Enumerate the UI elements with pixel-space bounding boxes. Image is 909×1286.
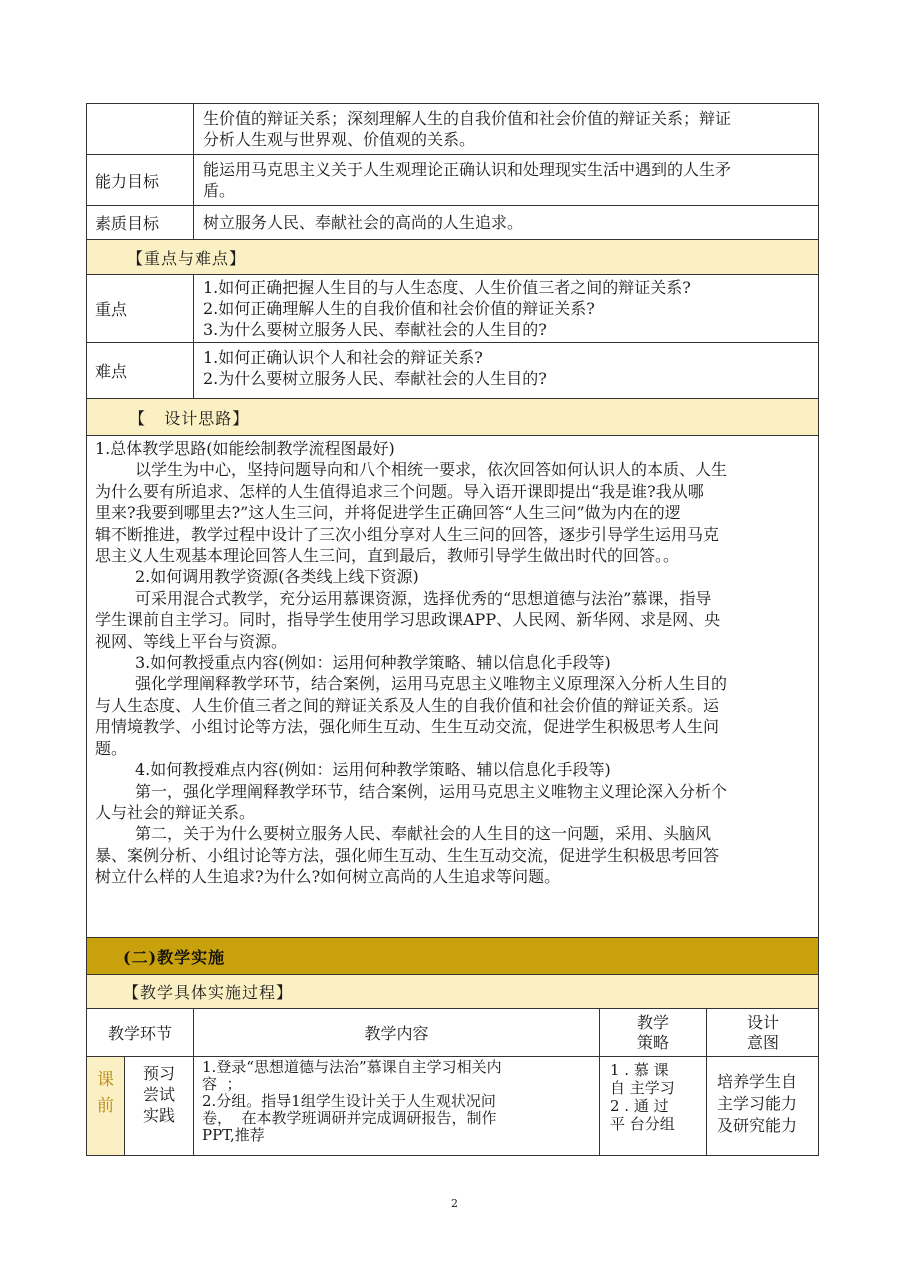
text-line: 生价值的辩证关系；深刻理解人生的自我价值和社会价值的辩证关系；辩证 <box>203 109 732 128</box>
text-line: 自 主学习 <box>610 1079 675 1097</box>
text-line: 实践 <box>142 1106 175 1125</box>
design-text <box>87 436 818 888</box>
text-line: 与人生态度、人生价值三者之间的辩证关系及人生的自我价值和社会价值的辩证关系。运 <box>95 695 720 715</box>
knowledge-goal-content <box>195 104 818 154</box>
text-line: 以学生为中心，坚持问题导向和八个相统一要求，依次回答如何认识人的本质、人生 <box>135 460 728 480</box>
text-line: 树立什么样的人生追求?为什么?如何树立高尚的人生追求等问题。 <box>95 867 561 887</box>
table-header-row <box>86 1008 819 1057</box>
text-line: 分析人生观与世界观、价值观的关系。 <box>203 130 476 149</box>
quality-goal-content: 树立服务人民、奉献社会的高尚的人生追求。 <box>203 213 524 232</box>
text-line: 思主义人生观基本理论回答人生三问，直到最后，教师引导学生做出时代的回答。。 <box>95 546 680 566</box>
strategy-cell <box>600 1057 707 1155</box>
difficulty-label: 难点 <box>87 343 194 398</box>
process-heading: 【教学具体实施过程】 <box>123 983 294 1002</box>
ability-goal-content <box>195 155 818 205</box>
ability-goal-label: 能力目标 <box>87 155 194 205</box>
text-line: 4.如何教授难点内容(例如：运用何种教学策略、辅以信息化手段等) <box>135 760 611 780</box>
text-line: 及研究能力 <box>717 1116 798 1135</box>
key-points-label: 重点 <box>87 275 194 342</box>
stage-label <box>87 1057 125 1155</box>
text-line: 设计 <box>746 1013 779 1032</box>
page-number: 2 <box>451 1197 458 1210</box>
document-table <box>86 103 821 1156</box>
text-line: 学生课前自主学习。同时，指导学生使用学习思政课APP、人民网、新华网、求是网、央 <box>95 610 721 630</box>
table-row <box>86 1056 819 1156</box>
knowledge-goal-row <box>86 103 819 155</box>
text-line: 视网、等线上平台与资源。 <box>95 631 288 651</box>
text-line: 2.分组。指导1组学生设计关于人生观状况问 <box>202 1092 496 1110</box>
key-points-content <box>195 275 818 342</box>
process-header <box>86 974 819 1009</box>
col-intent <box>707 1009 819 1056</box>
design-header <box>86 398 819 436</box>
difficulty-content <box>195 343 818 398</box>
text-line: 培养学生自 <box>717 1072 798 1091</box>
text-line: 第二，关于为什么要树立服务人民、奉献社会的人生目的这一问题，采用、头脑风 <box>135 824 712 844</box>
text-line: 辑不断推进，教学过程中设计了三次小组分享对人生三问的回答，逐步引导学生运用马克 <box>95 524 720 544</box>
intent-cell <box>707 1057 819 1155</box>
section-header <box>86 937 819 975</box>
text-line: 强化学理阐释教学环节，结合案例，运用马克思主义唯物主义原理深入分析人生目的 <box>135 674 728 694</box>
text-line: 前 <box>97 1096 114 1116</box>
key-points-row <box>86 274 819 343</box>
design-body <box>86 435 819 938</box>
text-line: 1.如何正确认识个人和社会的辩证关系? <box>203 348 483 367</box>
text-line: PPT,推荐 <box>202 1126 265 1144</box>
text-line: 2 . 通 过 <box>610 1097 669 1115</box>
text-line: 3.为什么要树立服务人民、奉献社会的人生目的? <box>203 320 547 339</box>
text-line: 策略 <box>636 1033 669 1052</box>
text-line: 主学习能力 <box>717 1094 798 1113</box>
text-line: 1 . 慕 课 <box>610 1061 669 1079</box>
text-line: 1.总体教学思路(如能绘制教学流程图最好) <box>95 439 395 458</box>
content-cell <box>194 1057 600 1155</box>
section-title: (二)教学实施 <box>123 947 226 967</box>
col-strategy <box>600 1009 707 1056</box>
difficulty-row <box>86 342 819 399</box>
text-line: 3.如何教授重点内容(例如：运用何种教学策略、辅以信息化手段等) <box>135 653 611 673</box>
text-line: 卷， 在本教学班调研并完成调研报告，制作 <box>202 1109 497 1127</box>
text-line: 2.如何正确理解人生的自我价值和社会价值的辩证关系? <box>203 299 595 318</box>
text-line: 尝试 <box>142 1085 175 1104</box>
stage-sub-label <box>125 1057 194 1155</box>
design-heading: 【 设计思路】 <box>129 408 250 428</box>
text-line: 盾。 <box>203 181 236 200</box>
text-line: 2.为什么要树立服务人民、奉献社会的人生目的? <box>203 369 547 388</box>
text-line: 平 台分组 <box>610 1115 675 1133</box>
quality-goal-label: 素质目标 <box>87 206 194 239</box>
knowledge-goal-label <box>87 104 194 154</box>
col-stage: 教学环节 <box>87 1009 194 1056</box>
text-line: 里来?我要到哪里去?”这人生三问，并将促进学生正确回答“人生三问”做为内在的逻 <box>95 503 681 523</box>
text-line: 意图 <box>746 1033 779 1052</box>
text-line: 用情境教学、小组讨论等方法，强化师生互动、生生互动交流，促进学生积极思考人生问 <box>95 717 720 737</box>
text-line: 1.如何正确把握人生目的与人生态度、人生价值三者之间的辩证关系? <box>203 278 691 297</box>
quality-goal-row <box>86 205 819 240</box>
ability-goal-row <box>86 154 819 206</box>
text-line: 课 <box>97 1070 114 1090</box>
text-line: 容 ； <box>202 1075 242 1093</box>
text-line: 1.登录“思想道德与法治”慕课自主学习相关内 <box>202 1058 502 1076</box>
text-line: 题。 <box>95 738 128 758</box>
text-line: 教学 <box>636 1013 669 1032</box>
text-line: 可采用混合式教学，充分运用慕课资源，选择优秀的“思想道德与法治”慕课，指导 <box>135 588 712 608</box>
text-line: 2.如何调用教学资源(各类线上线下资源) <box>135 567 419 587</box>
text-line: 暴、案例分析、小组讨论等方法，强化师生互动、生生互动交流，促进学生积极思考回答 <box>95 845 720 865</box>
text-line: 预习 <box>142 1064 175 1083</box>
text-line: 为什么要有所追求、怎样的人生值得追求三个问题。导入语开课即提出“我是谁?我从哪 <box>95 481 704 501</box>
text-line: 人与社会的辩证关系。 <box>95 802 256 822</box>
text-line: 第一，强化学理阐释教学环节，结合案例，运用马克思主义唯物主义理论深入分析个 <box>135 781 728 801</box>
col-content: 教学内容 <box>194 1009 600 1056</box>
text-line: 能运用马克思主义关于人生观理论正确认识和处理现实生活中遇到的人生矛 <box>203 160 732 179</box>
key-difficulty-heading: 【重点与难点】 <box>127 248 247 268</box>
key-difficulty-header <box>86 239 819 275</box>
